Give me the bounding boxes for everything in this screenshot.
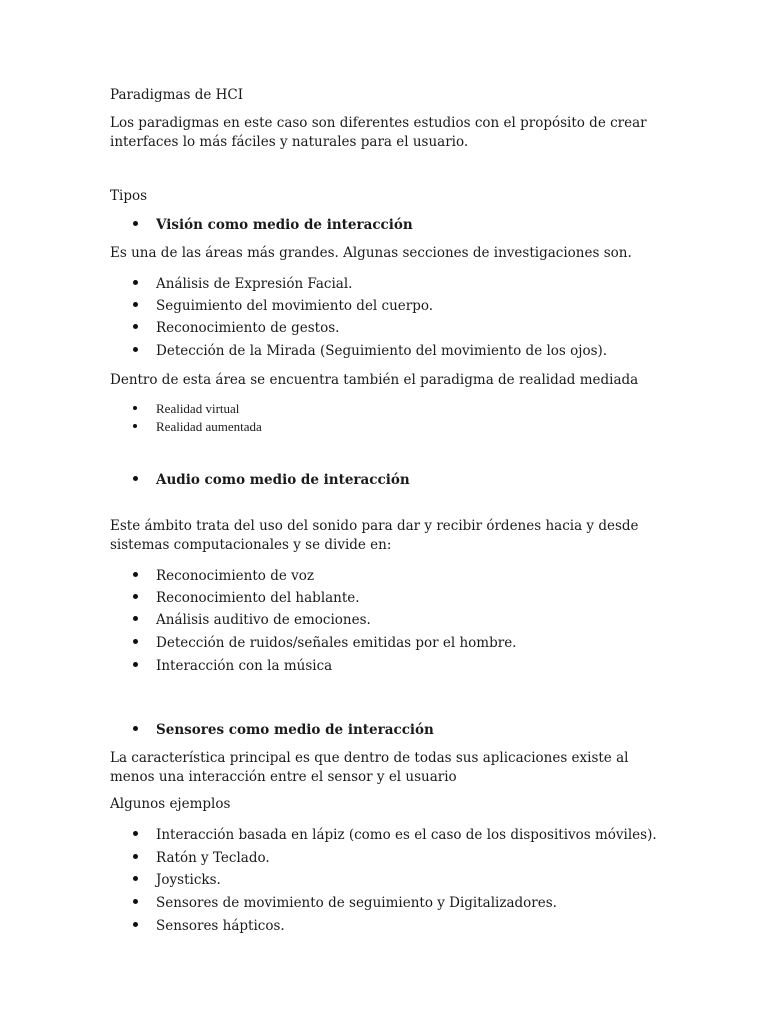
bullet-icon — [133, 616, 138, 621]
bullet-icon — [133, 854, 138, 859]
bullet-icon — [133, 572, 138, 577]
list-item-text: Reconocimiento de gestos. — [156, 320, 340, 336]
sensors-heading-text: Sensores como medio de interacción — [156, 722, 434, 738]
list-item-text: Sensores hápticos. — [156, 918, 285, 934]
list-item — [133, 319, 673, 338]
list-item — [133, 399, 673, 418]
vision-description: Es una de las áreas más grandes. Algunas secciones de investigaciones son. — [110, 245, 632, 261]
list-item-text: Sensores de movimiento de seguimiento y Digitalizadores. — [156, 895, 557, 911]
bullet-icon — [133, 302, 138, 307]
list-item — [133, 297, 673, 316]
list-item-text: Realidad aumentada — [156, 419, 262, 434]
list-item-text: Ratón y Teclado. — [156, 850, 270, 866]
list-item — [133, 342, 673, 361]
bullet-icon — [133, 662, 138, 667]
list-item-text: Interacción con la música — [156, 658, 333, 674]
bullet-icon — [133, 347, 138, 352]
list-item — [133, 417, 673, 436]
bullet-icon — [133, 280, 138, 285]
vision-note: Dentro de esta área se encuentra también el paradigma de realidad mediada — [110, 372, 639, 388]
bullet-icon — [133, 831, 138, 836]
bullet-icon — [133, 922, 138, 927]
list-item-text: Detección de ruidos/señales emitidas por el hombre. — [156, 635, 517, 651]
bullet-icon — [133, 726, 138, 731]
list-item — [133, 634, 673, 653]
list-item-text: Seguimiento del movimiento del cuerpo. — [156, 298, 434, 314]
list-item-text: Reconocimiento del hablante. — [156, 590, 360, 606]
list-item — [133, 894, 673, 913]
audio-description: Este ámbito trata del uso del sonido para dar y recibir órdenes hacia y desde sistemas computacionales y se divide en: — [110, 518, 639, 553]
list-item-text: Detección de la Mirada (Seguimiento del movimiento de los ojos). — [156, 343, 608, 359]
sensors-heading — [133, 721, 673, 740]
bullet-icon — [133, 221, 138, 226]
list-item — [133, 849, 673, 868]
list-item — [133, 657, 673, 676]
examples-label: Algunos ejemplos — [110, 796, 231, 812]
vision-heading-text: Visión como medio de interacción — [156, 217, 413, 233]
bullet-icon — [133, 406, 137, 410]
list-item-text: Realidad virtual — [156, 401, 240, 416]
intro-paragraph: Los paradigmas en este caso son diferentes estudios con el propósito de crear interfaces lo más fáciles y naturales para el usuario. — [110, 115, 647, 150]
sensors-description: La característica principal es que dentro de todas sus aplicaciones existe al menos una interacción entre el sensor y el usuario — [110, 750, 629, 785]
audio-heading — [133, 471, 673, 490]
list-item-text: Análisis auditivo de emociones. — [156, 612, 371, 628]
vision-heading — [133, 216, 673, 235]
bullet-icon — [133, 594, 138, 599]
types-label: Tipos — [110, 188, 148, 204]
list-item — [133, 275, 673, 294]
bullet-icon — [133, 324, 138, 329]
audio-heading-text: Audio como medio de interacción — [156, 472, 410, 488]
bullet-icon — [133, 899, 138, 904]
list-item-text: Reconocimiento de voz — [156, 568, 314, 584]
list-item — [133, 826, 673, 845]
list-item — [133, 567, 673, 586]
bullet-icon — [133, 424, 137, 428]
document-title: Paradigmas de HCI — [110, 87, 244, 103]
list-item — [133, 917, 673, 936]
bullet-icon — [133, 639, 138, 644]
list-item-text: Análisis de Expresión Facial. — [156, 276, 353, 292]
list-item-text: Joysticks. — [156, 872, 221, 888]
bullet-icon — [133, 476, 138, 481]
list-item — [133, 871, 673, 890]
list-item — [133, 611, 673, 630]
bullet-icon — [133, 876, 138, 881]
list-item — [133, 589, 673, 608]
list-item-text: Interacción basada en lápiz (como es el caso de los dispositivos móviles). — [156, 827, 657, 843]
